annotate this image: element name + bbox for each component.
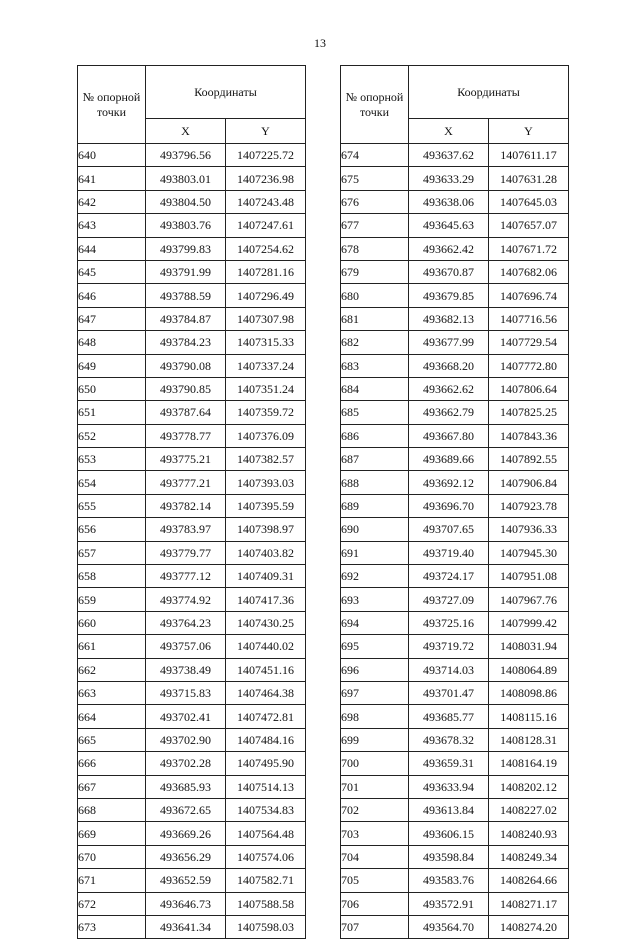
- x-coordinate-cell: 493783.97: [146, 518, 226, 541]
- table-row: [78, 424, 306, 447]
- x-coordinate-cell: 493791.99: [146, 260, 226, 283]
- coordinates-table-left: [77, 65, 306, 939]
- point-number-cell: 658: [78, 565, 146, 588]
- point-number-cell: 650: [78, 377, 146, 400]
- y-coordinate-cell: 1407315.33: [226, 331, 306, 354]
- table-body-left: [78, 144, 306, 939]
- y-coordinate-cell: 1408031.94: [489, 635, 569, 658]
- x-coordinate-cell: 493613.84: [409, 798, 489, 821]
- x-coordinate-cell: 493696.70: [409, 494, 489, 517]
- y-coordinate-cell: 1407534.83: [226, 798, 306, 821]
- x-coordinate-cell: 493790.08: [146, 354, 226, 377]
- y-coordinate-cell: 1407825.25: [489, 401, 569, 424]
- y-coordinate-cell: 1408115.16: [489, 705, 569, 728]
- x-coordinate-cell: 493764.23: [146, 611, 226, 634]
- x-coordinate-cell: 493777.21: [146, 471, 226, 494]
- y-coordinate-cell: 1407671.72: [489, 237, 569, 260]
- table-row: [341, 635, 569, 658]
- table-row: [341, 424, 569, 447]
- x-coordinate-cell: 493804.50: [146, 190, 226, 213]
- y-coordinate-cell: 1407892.55: [489, 448, 569, 471]
- point-number-cell: 642: [78, 190, 146, 213]
- y-coordinate-cell: 1407696.74: [489, 284, 569, 307]
- table-row: [341, 190, 569, 213]
- table-row: [78, 822, 306, 845]
- point-number-cell: 671: [78, 869, 146, 892]
- point-number-cell: 685: [341, 401, 409, 424]
- y-coordinate-cell: 1407472.81: [226, 705, 306, 728]
- point-number-cell: 690: [341, 518, 409, 541]
- x-coordinate-cell: 493678.32: [409, 728, 489, 751]
- table-row: [341, 869, 569, 892]
- table-row: [78, 915, 306, 938]
- x-coordinate-cell: 493787.64: [146, 401, 226, 424]
- point-number-cell: 657: [78, 541, 146, 564]
- point-number-cell: 661: [78, 635, 146, 658]
- y-coordinate-cell: 1407514.13: [226, 775, 306, 798]
- table-row: [341, 728, 569, 751]
- table-row: [78, 681, 306, 704]
- x-coordinate-cell: 493727.09: [409, 588, 489, 611]
- point-number-cell: 672: [78, 892, 146, 915]
- y-coordinate-cell: 1407923.78: [489, 494, 569, 517]
- y-coordinate-cell: 1408240.93: [489, 822, 569, 845]
- x-coordinate-cell: 493702.41: [146, 705, 226, 728]
- x-coordinate-cell: 493707.65: [409, 518, 489, 541]
- header-point-number: № опорной точки: [341, 66, 409, 144]
- x-coordinate-cell: 493689.66: [409, 448, 489, 471]
- table-row: [341, 448, 569, 471]
- table-row: [341, 144, 569, 167]
- point-number-cell: 694: [341, 611, 409, 634]
- table-row: [341, 915, 569, 938]
- y-coordinate-cell: 1408249.34: [489, 845, 569, 868]
- x-coordinate-cell: 493702.90: [146, 728, 226, 751]
- point-number-cell: 705: [341, 869, 409, 892]
- table-row: [341, 284, 569, 307]
- x-coordinate-cell: 493652.59: [146, 869, 226, 892]
- x-coordinate-cell: 493701.47: [409, 681, 489, 704]
- y-coordinate-cell: 1408128.31: [489, 728, 569, 751]
- x-coordinate-cell: 493777.12: [146, 565, 226, 588]
- point-number-cell: 660: [78, 611, 146, 634]
- y-coordinate-cell: 1407254.62: [226, 237, 306, 260]
- table-row: [341, 214, 569, 237]
- x-coordinate-cell: 493564.70: [409, 915, 489, 938]
- point-number-cell: 653: [78, 448, 146, 471]
- point-number-cell: 644: [78, 237, 146, 260]
- y-coordinate-cell: 1407716.56: [489, 307, 569, 330]
- x-coordinate-cell: 493724.17: [409, 565, 489, 588]
- header-y: Y: [226, 119, 306, 144]
- x-coordinate-cell: 493677.99: [409, 331, 489, 354]
- point-number-cell: 700: [341, 752, 409, 775]
- table-row: [341, 565, 569, 588]
- point-number-cell: 651: [78, 401, 146, 424]
- table-row: [78, 869, 306, 892]
- x-coordinate-cell: 493656.29: [146, 845, 226, 868]
- x-coordinate-cell: 493692.12: [409, 471, 489, 494]
- table-row: [78, 260, 306, 283]
- point-number-cell: 646: [78, 284, 146, 307]
- table-row: [78, 775, 306, 798]
- y-coordinate-cell: 1407598.03: [226, 915, 306, 938]
- table-row: [78, 845, 306, 868]
- table-row: [341, 611, 569, 634]
- point-number-cell: 666: [78, 752, 146, 775]
- y-coordinate-cell: 1407281.16: [226, 260, 306, 283]
- coordinates-table-right: [340, 65, 569, 939]
- point-number-cell: 678: [341, 237, 409, 260]
- x-coordinate-cell: 493796.56: [146, 144, 226, 167]
- table-row: [341, 260, 569, 283]
- table-row: [341, 471, 569, 494]
- x-coordinate-cell: 493782.14: [146, 494, 226, 517]
- x-coordinate-cell: 493738.49: [146, 658, 226, 681]
- x-coordinate-cell: 493662.79: [409, 401, 489, 424]
- y-coordinate-cell: 1407967.76: [489, 588, 569, 611]
- y-coordinate-cell: 1407440.02: [226, 635, 306, 658]
- point-number-cell: 679: [341, 260, 409, 283]
- point-number-cell: 649: [78, 354, 146, 377]
- x-coordinate-cell: 493662.42: [409, 237, 489, 260]
- point-number-cell: 703: [341, 822, 409, 845]
- table-row: [78, 565, 306, 588]
- point-number-cell: 648: [78, 331, 146, 354]
- point-number-cell: 645: [78, 260, 146, 283]
- point-number-cell: 701: [341, 775, 409, 798]
- table-row: [78, 588, 306, 611]
- table-row: [341, 775, 569, 798]
- table-row: [341, 494, 569, 517]
- point-number-cell: 664: [78, 705, 146, 728]
- point-number-cell: 659: [78, 588, 146, 611]
- point-number-cell: 676: [341, 190, 409, 213]
- y-coordinate-cell: 1407382.57: [226, 448, 306, 471]
- y-coordinate-cell: 1407645.03: [489, 190, 569, 213]
- table-row: [78, 635, 306, 658]
- table-row: [78, 354, 306, 377]
- table-row: [78, 658, 306, 681]
- y-coordinate-cell: 1408164.19: [489, 752, 569, 775]
- point-number-cell: 696: [341, 658, 409, 681]
- x-coordinate-cell: 493598.84: [409, 845, 489, 868]
- y-coordinate-cell: 1407359.72: [226, 401, 306, 424]
- y-coordinate-cell: 1407417.36: [226, 588, 306, 611]
- point-number-cell: 698: [341, 705, 409, 728]
- y-coordinate-cell: 1407951.08: [489, 565, 569, 588]
- table-row: [341, 331, 569, 354]
- table-row: [341, 377, 569, 400]
- point-number-cell: 652: [78, 424, 146, 447]
- point-number-cell: 687: [341, 448, 409, 471]
- y-coordinate-cell: 1407582.71: [226, 869, 306, 892]
- point-number-cell: 680: [341, 284, 409, 307]
- y-coordinate-cell: 1407588.58: [226, 892, 306, 915]
- point-number-cell: 704: [341, 845, 409, 868]
- y-coordinate-cell: 1407225.72: [226, 144, 306, 167]
- x-coordinate-cell: 493685.93: [146, 775, 226, 798]
- y-coordinate-cell: 1408264.66: [489, 869, 569, 892]
- point-number-cell: 677: [341, 214, 409, 237]
- y-coordinate-cell: 1407495.90: [226, 752, 306, 775]
- table-row: [341, 845, 569, 868]
- x-coordinate-cell: 493659.31: [409, 752, 489, 775]
- table-row: [341, 401, 569, 424]
- table-row: [78, 541, 306, 564]
- y-coordinate-cell: 1407657.07: [489, 214, 569, 237]
- table-row: [341, 705, 569, 728]
- y-coordinate-cell: 1407843.36: [489, 424, 569, 447]
- y-coordinate-cell: 1407307.98: [226, 307, 306, 330]
- y-coordinate-cell: 1408271.17: [489, 892, 569, 915]
- point-number-cell: 682: [341, 331, 409, 354]
- y-coordinate-cell: 1407337.24: [226, 354, 306, 377]
- point-number-cell: 670: [78, 845, 146, 868]
- y-coordinate-cell: 1407395.59: [226, 494, 306, 517]
- x-coordinate-cell: 493662.62: [409, 377, 489, 400]
- y-coordinate-cell: 1407451.16: [226, 658, 306, 681]
- table-row: [78, 144, 306, 167]
- table-row: [78, 611, 306, 634]
- table-row: [78, 798, 306, 821]
- table-row: [78, 518, 306, 541]
- table-body-right: [341, 144, 569, 939]
- x-coordinate-cell: 493702.28: [146, 752, 226, 775]
- y-coordinate-cell: 1407403.82: [226, 541, 306, 564]
- table-row: [341, 822, 569, 845]
- y-coordinate-cell: 1408098.86: [489, 681, 569, 704]
- x-coordinate-cell: 493670.87: [409, 260, 489, 283]
- x-coordinate-cell: 493790.85: [146, 377, 226, 400]
- x-coordinate-cell: 493788.59: [146, 284, 226, 307]
- point-number-cell: 673: [78, 915, 146, 938]
- point-number-cell: 654: [78, 471, 146, 494]
- header-y: Y: [489, 119, 569, 144]
- table-row: [341, 541, 569, 564]
- table-row: [341, 798, 569, 821]
- x-coordinate-cell: 493719.72: [409, 635, 489, 658]
- point-number-cell: 656: [78, 518, 146, 541]
- y-coordinate-cell: 1407611.17: [489, 144, 569, 167]
- x-coordinate-cell: 493633.29: [409, 167, 489, 190]
- y-coordinate-cell: 1408064.89: [489, 658, 569, 681]
- table-row: [78, 892, 306, 915]
- y-coordinate-cell: 1407806.64: [489, 377, 569, 400]
- point-number-cell: 695: [341, 635, 409, 658]
- y-coordinate-cell: 1407236.98: [226, 167, 306, 190]
- y-coordinate-cell: 1407393.03: [226, 471, 306, 494]
- point-number-cell: 655: [78, 494, 146, 517]
- point-number-cell: 693: [341, 588, 409, 611]
- table-row: [341, 518, 569, 541]
- table-row: [78, 471, 306, 494]
- x-coordinate-cell: 493778.77: [146, 424, 226, 447]
- x-coordinate-cell: 493682.13: [409, 307, 489, 330]
- x-coordinate-cell: 493803.76: [146, 214, 226, 237]
- point-number-cell: 641: [78, 167, 146, 190]
- x-coordinate-cell: 493779.77: [146, 541, 226, 564]
- point-number-cell: 706: [341, 892, 409, 915]
- point-number-cell: 662: [78, 658, 146, 681]
- table-row: [341, 752, 569, 775]
- x-coordinate-cell: 493719.40: [409, 541, 489, 564]
- point-number-cell: 667: [78, 775, 146, 798]
- x-coordinate-cell: 493775.21: [146, 448, 226, 471]
- y-coordinate-cell: 1407682.06: [489, 260, 569, 283]
- table-row: [78, 190, 306, 213]
- y-coordinate-cell: 1408202.12: [489, 775, 569, 798]
- point-number-cell: 681: [341, 307, 409, 330]
- point-number-cell: 707: [341, 915, 409, 938]
- y-coordinate-cell: 1407409.31: [226, 565, 306, 588]
- y-coordinate-cell: 1407430.25: [226, 611, 306, 634]
- x-coordinate-cell: 493679.85: [409, 284, 489, 307]
- table-row: [78, 377, 306, 400]
- x-coordinate-cell: 493641.34: [146, 915, 226, 938]
- table-row: [78, 237, 306, 260]
- y-coordinate-cell: 1407945.30: [489, 541, 569, 564]
- table-row: [78, 752, 306, 775]
- y-coordinate-cell: 1407376.09: [226, 424, 306, 447]
- point-number-cell: 697: [341, 681, 409, 704]
- table-row: [341, 892, 569, 915]
- table-row: [341, 167, 569, 190]
- table-row: [341, 681, 569, 704]
- y-coordinate-cell: 1407936.33: [489, 518, 569, 541]
- y-coordinate-cell: 1407351.24: [226, 377, 306, 400]
- x-coordinate-cell: 493583.76: [409, 869, 489, 892]
- point-number-cell: 702: [341, 798, 409, 821]
- x-coordinate-cell: 493803.01: [146, 167, 226, 190]
- point-number-cell: 647: [78, 307, 146, 330]
- table-row: [341, 354, 569, 377]
- page-number: 13: [314, 36, 326, 50]
- point-number-cell: 674: [341, 144, 409, 167]
- y-coordinate-cell: 1407243.48: [226, 190, 306, 213]
- y-coordinate-cell: 1407564.48: [226, 822, 306, 845]
- table-row: [341, 588, 569, 611]
- x-coordinate-cell: 493669.26: [146, 822, 226, 845]
- table-row: [78, 214, 306, 237]
- table-row: [78, 705, 306, 728]
- point-number-cell: 668: [78, 798, 146, 821]
- x-coordinate-cell: 493784.23: [146, 331, 226, 354]
- x-coordinate-cell: 493667.80: [409, 424, 489, 447]
- table-row: [341, 237, 569, 260]
- header-coordinates: Координаты: [146, 66, 306, 119]
- y-coordinate-cell: 1407772.80: [489, 354, 569, 377]
- y-coordinate-cell: 1407999.42: [489, 611, 569, 634]
- y-coordinate-cell: 1407574.06: [226, 845, 306, 868]
- point-number-cell: 688: [341, 471, 409, 494]
- table-row: [78, 401, 306, 424]
- y-coordinate-cell: 1408274.20: [489, 915, 569, 938]
- y-coordinate-cell: 1407484.16: [226, 728, 306, 751]
- table-row: [78, 167, 306, 190]
- table-row: [78, 728, 306, 751]
- table-row: [341, 307, 569, 330]
- header-x: X: [409, 119, 489, 144]
- x-coordinate-cell: 493633.94: [409, 775, 489, 798]
- y-coordinate-cell: 1407906.84: [489, 471, 569, 494]
- x-coordinate-cell: 493645.63: [409, 214, 489, 237]
- point-number-cell: 692: [341, 565, 409, 588]
- x-coordinate-cell: 493572.91: [409, 892, 489, 915]
- x-coordinate-cell: 493685.77: [409, 705, 489, 728]
- x-coordinate-cell: 493668.20: [409, 354, 489, 377]
- point-number-cell: 691: [341, 541, 409, 564]
- point-number-cell: 675: [341, 167, 409, 190]
- y-coordinate-cell: 1407247.61: [226, 214, 306, 237]
- x-coordinate-cell: 493799.83: [146, 237, 226, 260]
- header-point-number: № опорной точки: [78, 66, 146, 144]
- table-row: [78, 448, 306, 471]
- point-number-cell: 686: [341, 424, 409, 447]
- x-coordinate-cell: 493715.83: [146, 681, 226, 704]
- point-number-cell: 669: [78, 822, 146, 845]
- y-coordinate-cell: 1408227.02: [489, 798, 569, 821]
- point-number-cell: 665: [78, 728, 146, 751]
- y-coordinate-cell: 1407398.97: [226, 518, 306, 541]
- point-number-cell: 689: [341, 494, 409, 517]
- x-coordinate-cell: 493646.73: [146, 892, 226, 915]
- table-row: [78, 494, 306, 517]
- x-coordinate-cell: 493637.62: [409, 144, 489, 167]
- y-coordinate-cell: 1407631.28: [489, 167, 569, 190]
- y-coordinate-cell: 1407464.38: [226, 681, 306, 704]
- header-x: X: [146, 119, 226, 144]
- point-number-cell: 643: [78, 214, 146, 237]
- header-coordinates: Координаты: [409, 66, 569, 119]
- x-coordinate-cell: 493606.15: [409, 822, 489, 845]
- point-number-cell: 663: [78, 681, 146, 704]
- table-row: [341, 658, 569, 681]
- point-number-cell: 683: [341, 354, 409, 377]
- point-number-cell: 640: [78, 144, 146, 167]
- x-coordinate-cell: 493774.92: [146, 588, 226, 611]
- point-number-cell: 684: [341, 377, 409, 400]
- table-row: [78, 307, 306, 330]
- x-coordinate-cell: 493638.06: [409, 190, 489, 213]
- y-coordinate-cell: 1407296.49: [226, 284, 306, 307]
- x-coordinate-cell: 493725.16: [409, 611, 489, 634]
- x-coordinate-cell: 493714.03: [409, 658, 489, 681]
- x-coordinate-cell: 493672.65: [146, 798, 226, 821]
- point-number-cell: 699: [341, 728, 409, 751]
- y-coordinate-cell: 1407729.54: [489, 331, 569, 354]
- x-coordinate-cell: 493784.87: [146, 307, 226, 330]
- table-row: [78, 331, 306, 354]
- x-coordinate-cell: 493757.06: [146, 635, 226, 658]
- table-row: [78, 284, 306, 307]
